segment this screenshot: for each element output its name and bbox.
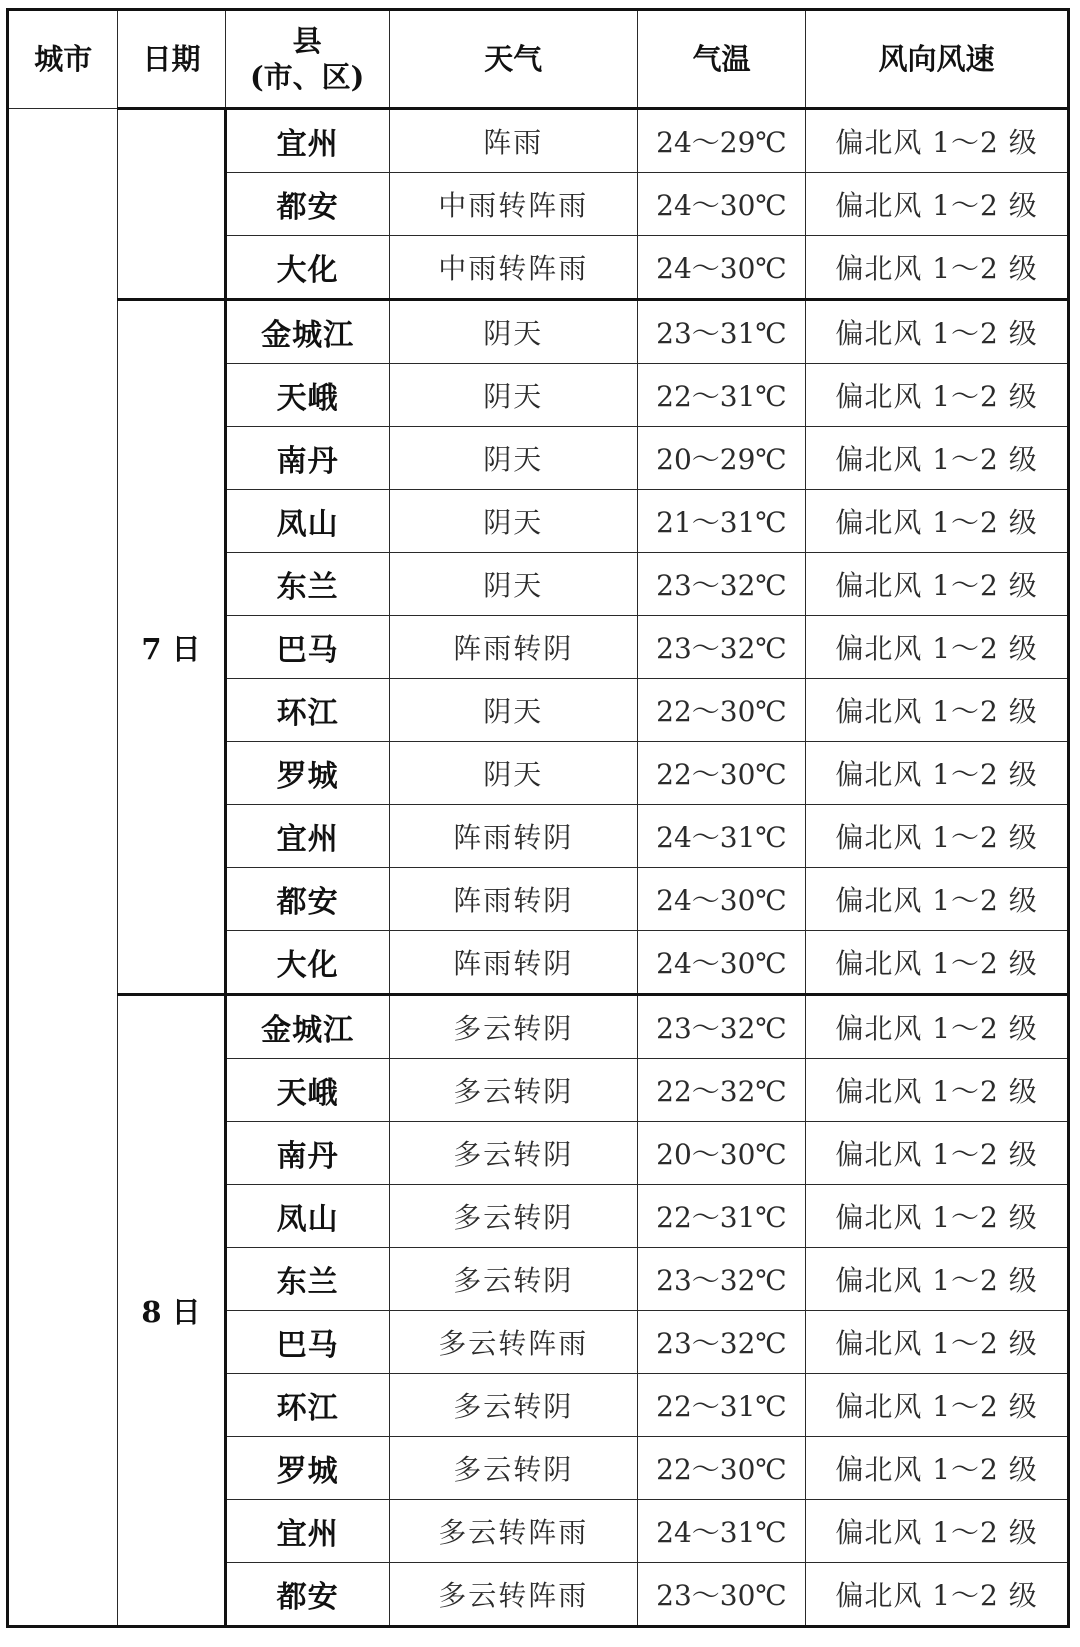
wind-info: 偏北风 1～2 级 — [806, 931, 1069, 995]
weather-forecast-table — [6, 8, 1070, 1628]
temperature-range: 22～30℃ — [637, 1437, 805, 1500]
weather-text: 阴天 — [389, 427, 637, 490]
weather-text: 多云转阵雨 — [389, 1500, 637, 1563]
weather-text: 多云转阴 — [389, 1185, 637, 1248]
wind-info: 偏北风 1～2 级 — [806, 236, 1069, 300]
county-name: 凤山 — [225, 1185, 389, 1248]
weather-text: 多云转阴 — [389, 995, 637, 1059]
weather-text: 多云转阵雨 — [389, 1563, 637, 1627]
wind-info: 偏北风 1～2 级 — [806, 616, 1069, 679]
wind-info: 偏北风 1～2 级 — [806, 1122, 1069, 1185]
city-cell — [8, 109, 118, 1627]
temperature-range: 22～31℃ — [637, 1185, 805, 1248]
weather-text: 阵雨转阴 — [389, 616, 637, 679]
table-row — [8, 995, 1069, 1059]
header-temperature: 气温 — [637, 10, 805, 109]
county-name: 天峨 — [225, 1059, 389, 1122]
header-county-line2: (市、区) — [249, 60, 365, 94]
table-header-row — [8, 10, 1069, 109]
header-county — [225, 10, 389, 109]
county-name: 巴马 — [225, 616, 389, 679]
weather-text: 阴天 — [389, 553, 637, 616]
temperature-range: 23～30℃ — [637, 1563, 805, 1627]
weather-text: 阵雨 — [389, 109, 637, 173]
wind-info: 偏北风 1～2 级 — [806, 1248, 1069, 1311]
wind-info: 偏北风 1～2 级 — [806, 109, 1069, 173]
county-name: 罗城 — [225, 1437, 389, 1500]
table-row — [8, 109, 1069, 173]
temperature-range: 23～31℃ — [637, 300, 805, 364]
wind-info: 偏北风 1～2 级 — [806, 173, 1069, 236]
weather-text: 阴天 — [389, 742, 637, 805]
county-name: 宜州 — [225, 109, 389, 173]
county-name: 都安 — [225, 1563, 389, 1627]
temperature-range: 20～29℃ — [637, 427, 805, 490]
wind-info: 偏北风 1～2 级 — [806, 490, 1069, 553]
temperature-range: 22～31℃ — [637, 364, 805, 427]
county-name: 南丹 — [225, 1122, 389, 1185]
county-name: 都安 — [225, 868, 389, 931]
county-name: 巴马 — [225, 1311, 389, 1374]
county-name: 天峨 — [225, 364, 389, 427]
temperature-range: 24～29℃ — [637, 109, 805, 173]
weather-text: 多云转阵雨 — [389, 1311, 637, 1374]
weather-text: 多云转阴 — [389, 1059, 637, 1122]
county-name: 环江 — [225, 1374, 389, 1437]
county-name: 罗城 — [225, 742, 389, 805]
wind-info: 偏北风 1～2 级 — [806, 868, 1069, 931]
temperature-range: 22～30℃ — [637, 679, 805, 742]
wind-info: 偏北风 1～2 级 — [806, 995, 1069, 1059]
temperature-range: 22～31℃ — [637, 1374, 805, 1437]
table-body — [8, 109, 1069, 1627]
wind-info: 偏北风 1～2 级 — [806, 427, 1069, 490]
header-weather: 天气 — [389, 10, 637, 109]
weather-text: 阴天 — [389, 679, 637, 742]
temperature-range: 23～32℃ — [637, 1311, 805, 1374]
weather-text: 阵雨转阴 — [389, 931, 637, 995]
temperature-range: 22～32℃ — [637, 1059, 805, 1122]
county-name: 东兰 — [225, 553, 389, 616]
wind-info: 偏北风 1～2 级 — [806, 742, 1069, 805]
temperature-range: 23～32℃ — [637, 553, 805, 616]
temperature-range: 24～31℃ — [637, 805, 805, 868]
county-name: 大化 — [225, 236, 389, 300]
date-cell: 8 日 — [118, 995, 225, 1627]
temperature-range: 21～31℃ — [637, 490, 805, 553]
county-name: 宜州 — [225, 805, 389, 868]
temperature-range: 24～30℃ — [637, 173, 805, 236]
wind-info: 偏北风 1～2 级 — [806, 1500, 1069, 1563]
temperature-range: 24～30℃ — [637, 236, 805, 300]
weather-text: 阴天 — [389, 490, 637, 553]
weather-text: 多云转阴 — [389, 1437, 637, 1500]
weather-text: 多云转阴 — [389, 1248, 637, 1311]
county-name: 凤山 — [225, 490, 389, 553]
county-name: 大化 — [225, 931, 389, 995]
weather-text: 中雨转阵雨 — [389, 173, 637, 236]
county-name: 东兰 — [225, 1248, 389, 1311]
temperature-range: 24～30℃ — [637, 931, 805, 995]
wind-info: 偏北风 1～2 级 — [806, 553, 1069, 616]
wind-info: 偏北风 1～2 级 — [806, 805, 1069, 868]
table-row — [8, 300, 1069, 364]
weather-text: 中雨转阵雨 — [389, 236, 637, 300]
header-city: 城市 — [8, 10, 118, 109]
temperature-range: 23～32℃ — [637, 616, 805, 679]
wind-info: 偏北风 1～2 级 — [806, 1311, 1069, 1374]
header-wind: 风向风速 — [806, 10, 1069, 109]
temperature-range: 22～30℃ — [637, 742, 805, 805]
weather-text: 阴天 — [389, 300, 637, 364]
temperature-range: 23～32℃ — [637, 1248, 805, 1311]
temperature-range: 20～30℃ — [637, 1122, 805, 1185]
weather-text: 阴天 — [389, 364, 637, 427]
county-name: 金城江 — [225, 995, 389, 1059]
wind-info: 偏北风 1～2 级 — [806, 364, 1069, 427]
county-name: 环江 — [225, 679, 389, 742]
county-name: 宜州 — [225, 1500, 389, 1563]
wind-info: 偏北风 1～2 级 — [806, 1185, 1069, 1248]
wind-info: 偏北风 1～2 级 — [806, 300, 1069, 364]
wind-info: 偏北风 1～2 级 — [806, 1563, 1069, 1627]
header-county-line1: 县 — [292, 23, 322, 58]
weather-text: 多云转阴 — [389, 1374, 637, 1437]
temperature-range: 23～32℃ — [637, 995, 805, 1059]
wind-info: 偏北风 1～2 级 — [806, 1059, 1069, 1122]
county-name: 南丹 — [225, 427, 389, 490]
county-name: 金城江 — [225, 300, 389, 364]
weather-text: 多云转阴 — [389, 1122, 637, 1185]
county-name: 都安 — [225, 173, 389, 236]
date-cell — [118, 109, 225, 300]
date-cell: 7 日 — [118, 300, 225, 995]
weather-text: 阵雨转阴 — [389, 868, 637, 931]
wind-info: 偏北风 1～2 级 — [806, 1374, 1069, 1437]
temperature-range: 24～30℃ — [637, 868, 805, 931]
wind-info: 偏北风 1～2 级 — [806, 1437, 1069, 1500]
temperature-range: 24～31℃ — [637, 1500, 805, 1563]
weather-text: 阵雨转阴 — [389, 805, 637, 868]
wind-info: 偏北风 1～2 级 — [806, 679, 1069, 742]
header-date: 日期 — [118, 10, 225, 109]
